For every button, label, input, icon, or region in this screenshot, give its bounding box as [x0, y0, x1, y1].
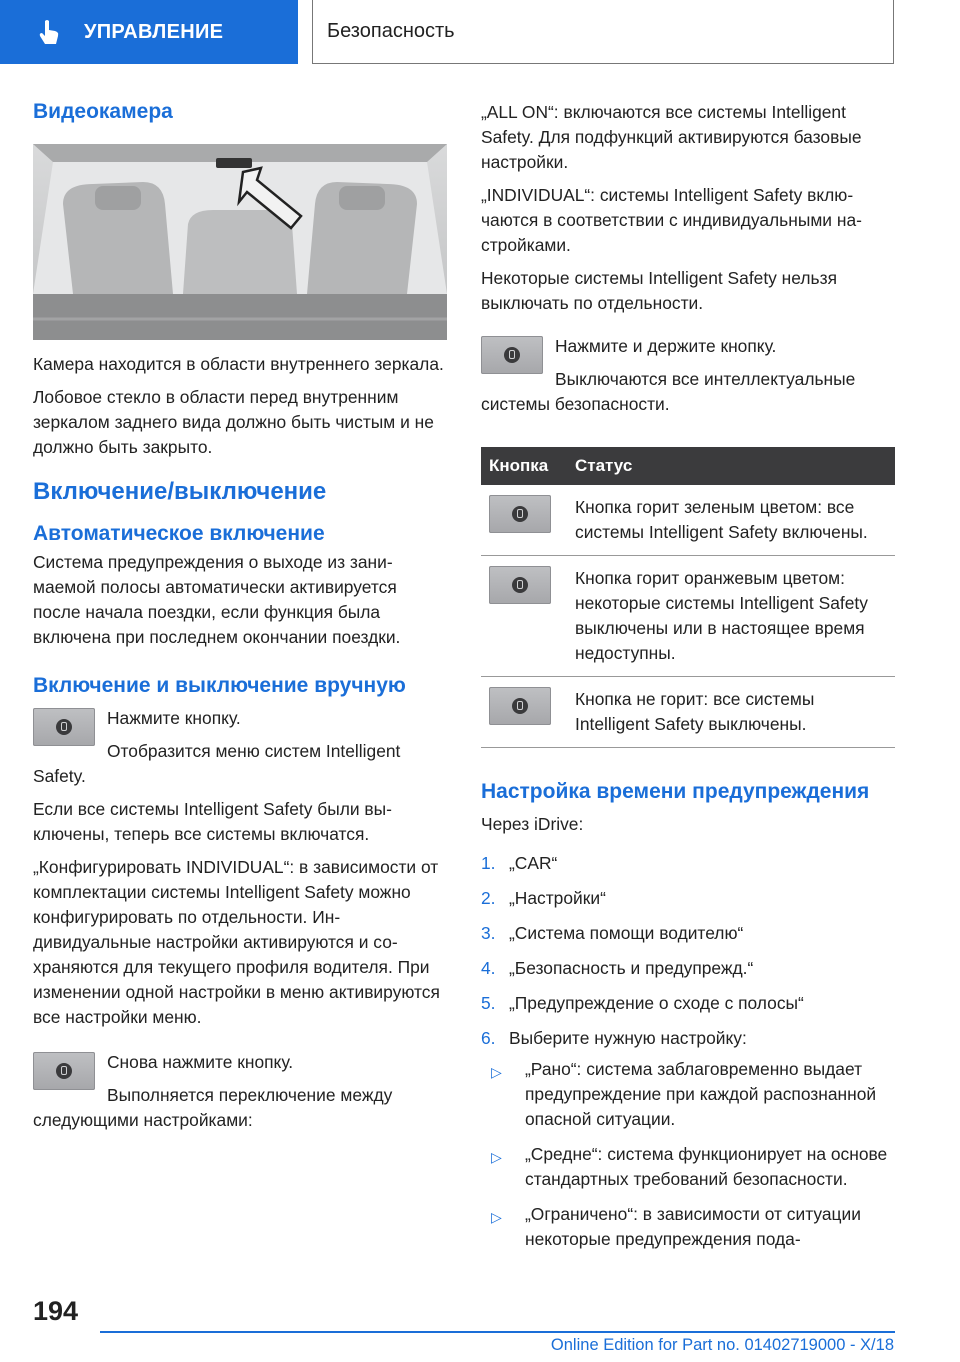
steps-list — [481, 851, 895, 1252]
footer-edition: Online Edition for Part no. 01402719000 - X/18 — [550, 1336, 894, 1354]
configure-text: „Конфигурировать INDIVIDUAL“: в зависимости от комплектации системы Intelligent Safety можно конфигурировать по отдельности. Индивидуальные настройки активируются и сохраняются для текущего профиля водителя. При изменении одной настройки в меню активируются все настройки меню. — [33, 857, 440, 1027]
intelligent-safety-button-icon — [33, 708, 95, 746]
warning-time-heading: Настройка времени предупреждения — [481, 780, 870, 803]
auto-on-heading: Автоматическое включение — [33, 522, 325, 545]
list-item: 4. „Безопасность и предупрежд.“ — [481, 958, 754, 978]
intelligent-safety-button-icon — [33, 1052, 95, 1090]
list-item: 1. „CAR“ — [481, 853, 558, 873]
status-cell: Кнопка горит оранжевым цветом: некоторые системы Intelligent Safety выключены или в настоящее время недоступны. — [567, 556, 895, 677]
list-item: 3. „Система помощи водителю“ — [481, 923, 744, 943]
via-idrive-text: Через iDrive: — [481, 814, 584, 834]
right-column — [481, 100, 895, 1262]
hand-pointer-icon — [34, 17, 64, 47]
press-hold-text: Нажмите и держите кнопку. — [555, 336, 777, 356]
list-item: 2. „Настройки“ — [481, 888, 606, 908]
list-item: ▷ „Рано“: система заблаговременно выдает предупреждение при каждой распознанной опасной ситуации. — [491, 1059, 877, 1129]
press-again-block — [33, 1050, 447, 1141]
all-off-text: Если все системы Intelligent Safety были выключены, теперь все системы включатся. — [33, 799, 392, 844]
page-number: 194 — [33, 1296, 79, 1326]
press-button-block — [33, 706, 447, 797]
list-triangle-icon: ▷ — [491, 1064, 502, 1080]
status-cell: Кнопка горит зеленым цветом: все системы Intelligent Safety включены. — [567, 485, 895, 556]
table-row — [481, 485, 895, 556]
list-item: 5. „Предупреждение о сходе с полосы“ — [481, 993, 804, 1013]
list-triangle-icon: ▷ — [491, 1149, 502, 1165]
camera-location-text: Камера находится в области внутреннего зеркала. — [33, 354, 444, 374]
all-on-text: „ALL ON“: включаются все системы Intelligent Safety. Для подфункций активируются базовые настройки. — [481, 102, 862, 172]
list-item: ▷ „Ограничено“: в зависимости от ситуации некоторые предупреждения пода- — [491, 1204, 861, 1249]
table-row — [481, 677, 895, 748]
left-column — [33, 100, 447, 1141]
footer-divider — [100, 1331, 895, 1333]
press-button-text: Нажмите кнопку. — [107, 708, 241, 728]
list-item: 6. Выберите нужную настройку: ▷ „Рано“: система заблаговременно выдает предупреждение при каждой распознанной опасной ситуации. ▷ „Средне“: система функционирует на основе стандартных требований безопасности. ▷ „Ограничено“: в зависимости от ситуации некоторые предупреждения пода- — [481, 1026, 895, 1252]
chapter-tab[interactable] — [0, 0, 298, 64]
manual-heading: Включение и выключение вручную — [33, 674, 406, 697]
col-status-header: Статус — [567, 447, 895, 485]
intelligent-safety-button-icon — [489, 495, 551, 533]
table-row — [481, 556, 895, 677]
all-systems-off-text: Выключаются все интеллектуальные системы безопасности. — [481, 369, 856, 414]
list-item: ▷ „Средне“: система функционирует на основе стандартных требований безопасности. — [491, 1144, 888, 1189]
list-triangle-icon: ▷ — [491, 1209, 502, 1225]
intelligent-safety-button-icon — [481, 336, 543, 374]
press-hold-block — [481, 334, 895, 425]
some-cannot-text: Некоторые системы Intelligent Safety нельзя выключать по отдельности. — [481, 268, 837, 313]
section-title: Безопасность — [327, 20, 455, 42]
camera-location-photo — [33, 144, 447, 340]
status-table — [481, 447, 895, 748]
press-again-text: Снова нажмите кнопку. — [107, 1052, 294, 1072]
onoff-heading: Включение/выключение — [33, 478, 327, 505]
auto-on-text: Система предупреждения о выходе из занимаемой полосы автоматически активируется после начала поездки, если функция была включена при последнем окончании поездки. — [33, 552, 401, 647]
status-cell: Кнопка не горит: все системы Intelligent Safety выключены. — [567, 677, 895, 748]
intelligent-safety-button-icon — [489, 687, 551, 725]
video-camera-heading: Видеокамера — [33, 100, 173, 123]
switching-text: Выполняется переключение между следующими настройками: — [33, 1085, 393, 1130]
col-button-header: Кнопка — [481, 447, 567, 485]
individual-text: „INDIVIDUAL“: системы Intelligent Safety включаются в соответствии с индивидуальными настройками. — [481, 185, 862, 255]
chapter-title: УПРАВЛЕНИЕ — [84, 20, 224, 43]
options-list — [481, 1057, 895, 1252]
intelligent-safety-button-icon — [489, 566, 551, 604]
menu-shown-text: Отобразится меню систем Intelligent Safety. — [33, 741, 401, 786]
section-box — [312, 0, 894, 64]
windshield-text: Лобовое стекло в области перед внутренним зеркалом заднего вида должно быть чистым и не должно быть закрыто. — [33, 387, 434, 457]
